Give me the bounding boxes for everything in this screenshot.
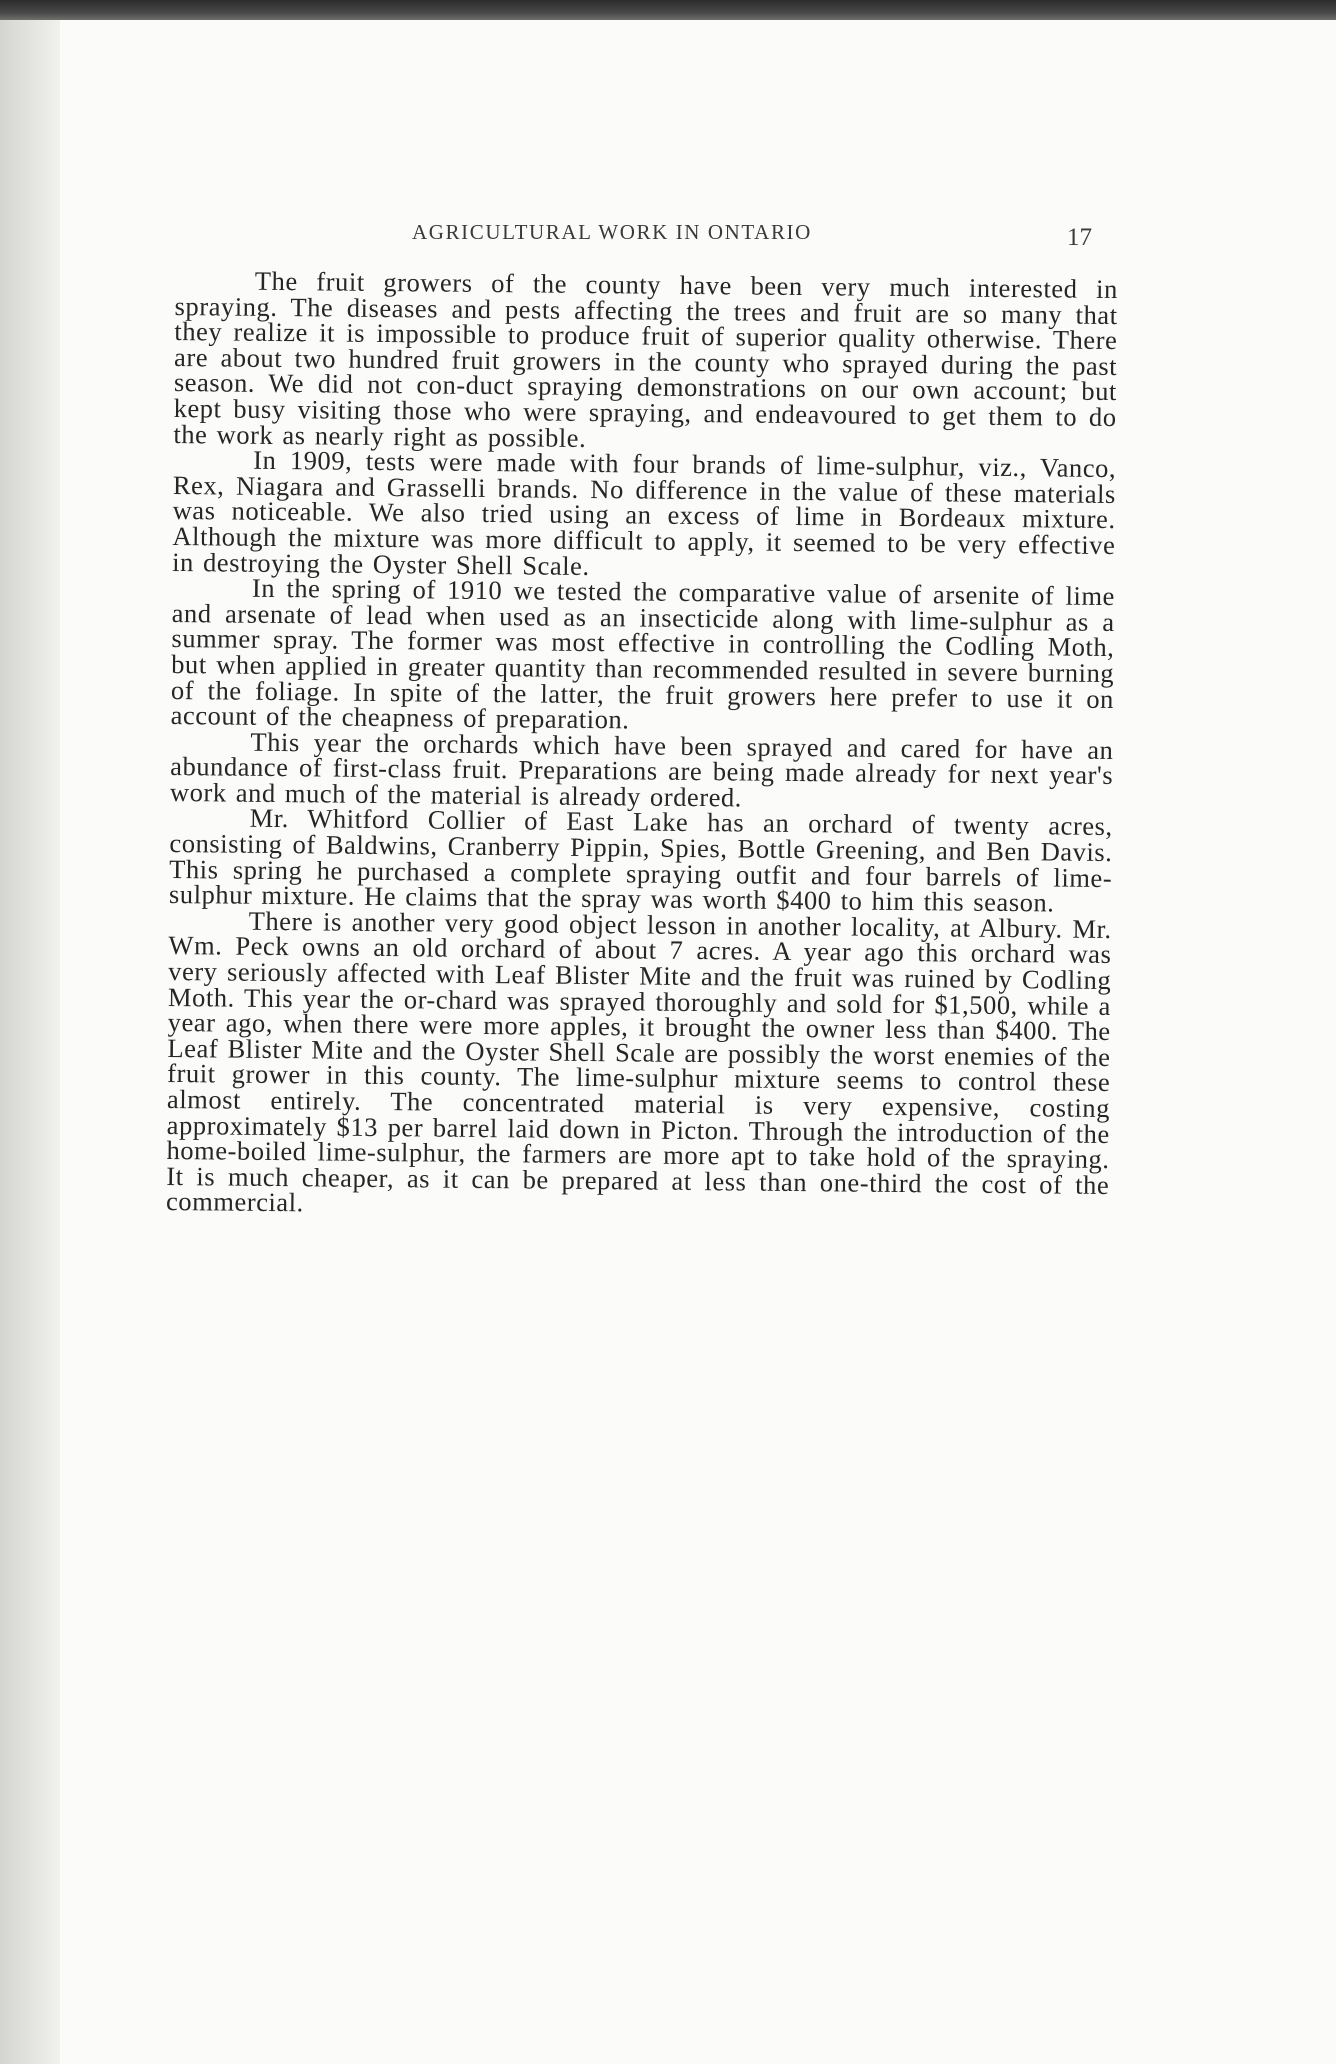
paragraph-spraying-interest: The fruit growers of the county have been very much interested in spraying. The diseases and pests affecting the trees and fruit are so many that they realize it is impossible to produce fruit of superior quality otherwise. There are about two hundred fruit growers in the county who sprayed during the past season. We did not con-duct spraying demonstrations on our own account; but kept busy visiting those who were spraying, and endeavoured to get them to do the work as nearly right as possible. — [173, 265, 1118, 453]
scan-top-edge — [0, 0, 1336, 22]
paragraph-1910-tests: In the spring of 1910 we tested the comparative value of arsenite of lime and arsenate of lead when used as an insecticide along with lime-sulphur as a summer spray. The former was most effective in controlling the Codling Moth, but when applied in greater quantity than recommended resulted in severe burning of the foliage. In spite of the latter, the fruit growers here prefer to use it on account of the cheapness of preparation. — [170, 572, 1116, 735]
paragraph-this-year: This year the orchards which have been sprayed and cared for have an abundance of first-class fruit. Preparations are being made already for next year's work and much of the material is already ordered. — [169, 726, 1114, 813]
body-text — [165, 265, 1118, 1224]
paragraph-collier-orchard: Mr. Whitford Collier of East Lake has an orchard of twenty acres, consisting of Baldwins, Cranberry Pippin, Spies, Bottle Greening, and Ben Davis. This spring he purchased a complete spraying outfit and four barrels of lime-sulphur mixture. He claims that the spray was worth $400 to him this season. — [168, 803, 1113, 918]
scan-left-edge — [0, 20, 62, 2064]
page-number: 17 — [1067, 224, 1092, 251]
paragraph-1909-tests: In 1909, tests were made with four brands of lime-sulphur, viz., Vanco, Rex, Niagara and Grasselli brands. No difference in the value of these materials was noticeable. We also tried using an excess of lime in Bordeaux mixture. Although the mixture was more difficult to apply, it seemed to be very effective in destroying the Oyster Shell Scale. — [172, 444, 1117, 581]
paragraph-albury-orchard: There is another very good object lesson in another locality, at Albury. Mr. Wm. Peck owns an old orchard of about 7 acres. A year ago this orchard was very seriously affected with Leaf Blister Mite and the fruit was ruined by Codling Moth. This year the or-chard was sprayed thoroughly and sold for $1,500, while a year ago, when there were more apples, it brought the owner less than $400. The Leaf Blister Mite and the Oyster Shell Scale are possibly the worst enemies of the fruit grower in this county. The lime-sulphur mixture seems to control these almost entirely. The concentrated material is very expensive, costing approximately $13 per barrel laid down in Picton. Through the introduction of the home-boiled lime-sulphur, the farmers are more apt to take hold of the spraying. It is much cheaper, as it can be prepared at less than one-third the cost of the commercial. — [165, 905, 1112, 1218]
running-title: AGRICULTURAL WORK IN ONTARIO — [412, 220, 812, 244]
